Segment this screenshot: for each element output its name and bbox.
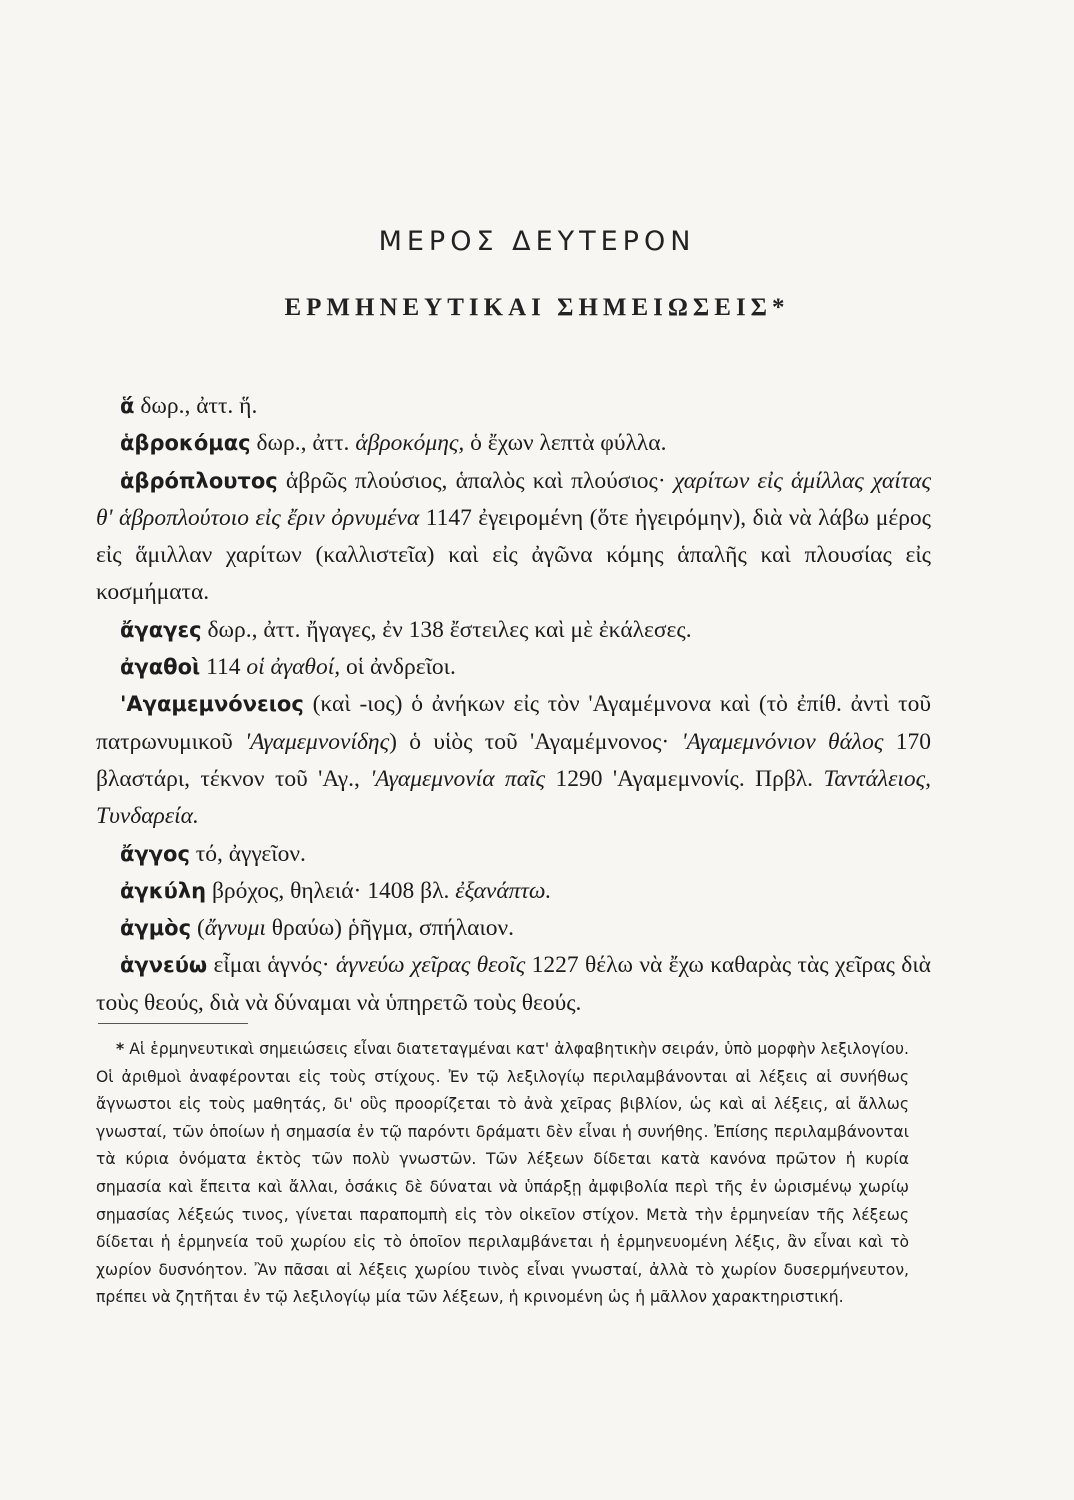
entry-text: ὁ ἔχων λεπτὰ φύλλα. [464, 430, 667, 457]
entry-text: 114 [200, 654, 247, 681]
entry-text: δωρ., ἀττ. [250, 430, 356, 457]
glossary-entry [96, 388, 931, 425]
entry-italic: ἁγνεύω χεῖρας θεοῖς [335, 952, 526, 979]
footnote-text: Αἱ ἑρμηνευτικαὶ σημειώσεις εἶναι διατεταγμέναι κατ' ἀλφαβητικὴν σειράν, ὑπὸ μορφὴν λεξιλογίου. Οἱ ἀριθμοὶ ἀναφέρονται εἰς τοὺς στίχους. Ἐν τῷ λεξιλογίῳ περιλαμβάνονται αἱ λέξεις αἱ συνήθως ἄγνωστοι εἰς τοὺς μαθητάς, δι' οὓς προορίζεται τὸ ἀνὰ χεῖρας βιβλίον, ὡς καὶ αἱ λέξεις, αἱ ἄλλως γνωσταί, τῶν ὁποίων ἡ σημασία ἐν τῷ παρόντι δράματι δὲν εἶναι ἡ συνήθης. Ἐπίσης περιλαμβάνονται τὰ κύρια ὀνόματα ἐκτὸς τῶν πολὺ γνωστῶν. Τῶν λέξεων δίδεται κατὰ κανόνα πρῶτον ἡ κυρία σημασία καὶ ἔπειτα καὶ ἄλλαι, ὁσάκις δὲ δύναται νὰ ὑπάρξῃ ἀμφιβολία περὶ τῆς ἐν ὡρισμένῳ χωρίῳ σημασίας λέξεώς τινος, γίνεται παραπομπὴ εἰς τὸν οἰκεῖον στίχον. Μετὰ τὴν ἑρμηνείαν τῆς λέξεως δίδεται ἡ ἑρμηνεία τοῦ χωρίου εἰς τὸ ὁποῖον περιλαμβάνεται ἡ ἑρμηνευομένη λέξις, ἂν εἶναι καὶ τὸ χωρίον δυσνόητον. Ἂν πᾶσαι αἱ λέξεις χωρίου τινὸς εἶναι γνωσταί, ἀλλὰ τὸ χωρίον δυσερμήνευτον, πρέπει νὰ ζητῆται ἐν τῷ λεξιλογίῳ μία τῶν λέξεων, ἡ κρινομένη ὡς ἡ μᾶλλον χαρακτηριστική. [96, 1040, 909, 1307]
footnote-divider [98, 1023, 248, 1024]
entry-italic: 'Αγαμεμνόνιον θάλος [681, 728, 884, 755]
entry-text: ) ὁ υἱὸς τοῦ 'Αγαμέμνονος· [389, 728, 682, 755]
entry-headword: 'Αγαμεμνόνειος [120, 692, 304, 717]
entry-text: δωρ., ἀττ. ἤγαγες, ἐν 138 ἔστειλες καὶ μὲ ἐκάλεσες. [201, 616, 692, 643]
entry-headword: ἄγαγες [120, 617, 202, 642]
entry-text: 1290 'Αγαμεμνονίς. Πρβλ. [545, 765, 824, 792]
glossary-entry [96, 463, 931, 612]
footnote [96, 1036, 909, 1312]
glossary-entries [96, 388, 931, 1022]
entry-text: 170 βλαστάρι, τέκνον τοῦ 'Αγ., [96, 728, 932, 792]
entry-italic: χαρίτων εἰς ἁμίλλας χαίτας θ' ἁβροπλούτοιο εἰς ἔριν ὀρνυμένα [96, 467, 931, 531]
entry-headword: ἀγμὸς [120, 916, 192, 941]
entry-text: βρόχος, θηλειά· 1408 βλ. [206, 877, 456, 904]
entry-headword: ἅ [120, 394, 135, 418]
glossary-entry [96, 910, 931, 947]
glossary-entry [96, 686, 931, 835]
entry-italic: 'Αγαμεμνονία παῖς [370, 765, 546, 792]
entry-text: θραύω) ῥῆγμα, σπήλαιον. [265, 915, 515, 942]
entry-italic: ἄγνυμι [204, 915, 266, 942]
entry-italic: ἁβροκόμης, [355, 430, 465, 457]
entry-text: (καὶ -ιος) ὁ ἀνήκων εἰς τὸν 'Αγαμέμνονα καὶ (τὸ ἐπίθ. ἀντὶ τοῦ πατρωνυμικοῦ [96, 691, 931, 755]
section-title: ΕΡΜΗΝΕΥΤΙΚΑΙ ΣΗΜΕΙΩΣΕΙΣ* [284, 294, 790, 321]
glossary-entry [96, 425, 931, 462]
entry-text: 1227 θέλω νὰ ἔχω καθαρὰς τὰς χεῖρας διὰ τοὺς θεούς, διὰ νὰ δύναμαι νὰ ὑπηρετῶ τοὺς θεούς. [96, 952, 931, 1016]
part-title: ΜΕΡΟΣ ΔΕΥΤΕΡΟΝ [378, 226, 696, 257]
entry-headword: ἁβρόπλουτος [120, 468, 278, 493]
entry-italic: οἱ ἀγαθοί, [246, 654, 341, 681]
entry-text: τό, ἀγγεῖον. [189, 840, 306, 867]
entry-headword: ἁγνεύω [120, 953, 208, 978]
entry-italic: Ταντάλειος, Τυνδαρεία. [96, 765, 932, 830]
entry-italic: ἐξανάπτω. [455, 877, 552, 904]
entry-text: ( [191, 915, 205, 942]
entry-headword: ἄγγος [120, 841, 190, 866]
entry-text: ἁβρῶς πλούσιος, ἁπαλὸς καὶ πλούσιος· [277, 467, 674, 494]
glossary-entry [96, 873, 931, 910]
entry-italic: 'Αγαμεμνονίδης [245, 728, 390, 755]
entry-text: δωρ., ἀττ. ἥ. [134, 393, 258, 419]
entry-text: 1147 ἐγειρομένη (ὅτε ἠγειρόμην), διὰ νὰ λάβω μέρος εἰς ἅμιλλαν χαρίτων (καλλιστεῖα) καὶ εἰς ἀγῶνα κόμης ἁπαλῆς καὶ πλουσίας εἰς κοσμήματα. [96, 504, 931, 606]
glossary-entry [96, 649, 931, 686]
entry-headword: ἀγαθοὶ [120, 655, 201, 680]
entry-text: εἶμαι ἁγνός· [207, 952, 336, 979]
entry-text: οἱ ἀνδρεῖοι. [340, 654, 456, 681]
glossary-entry [96, 836, 931, 873]
footnote-marker: * [116, 1040, 125, 1058]
glossary-entry [96, 947, 931, 1022]
glossary-entry [96, 612, 931, 649]
entry-headword: ἀγκύλη [120, 878, 207, 903]
entry-headword: ἁβροκόμας [120, 431, 251, 456]
